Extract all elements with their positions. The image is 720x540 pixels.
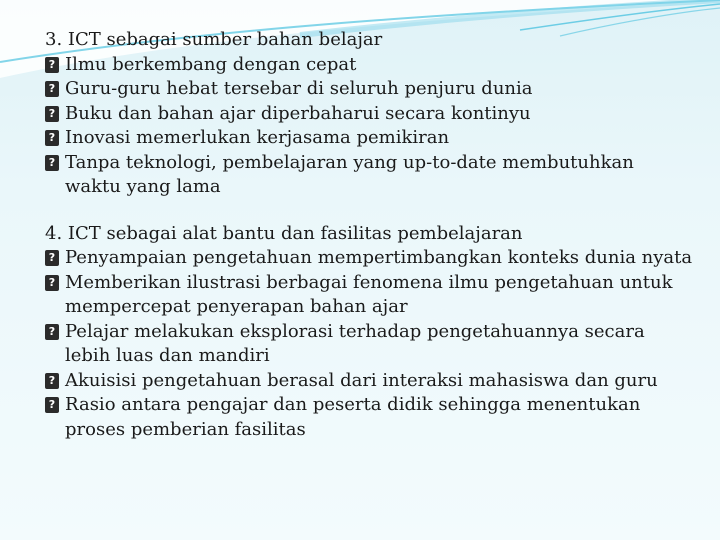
replacement-glyph-icon: ? [45, 373, 59, 389]
list-item-text: Inovasi memerlukan kerjasama pemikiran [65, 127, 450, 148]
replacement-glyph-icon: ? [45, 155, 59, 171]
list-item [45, 102, 695, 127]
list-item-text: Penyampaian pengetahuan mempertimbangkan konteks dunia nyata [65, 247, 693, 268]
replacement-glyph-icon: ? [45, 275, 59, 291]
section-ict-source [45, 28, 695, 200]
list-item [45, 151, 695, 200]
list-item [45, 320, 695, 369]
section-heading: 3. ICT sebagai sumber bahan belajar [45, 29, 383, 50]
list-item [45, 271, 695, 320]
replacement-glyph-icon: ? [45, 106, 59, 122]
list-item [45, 77, 695, 102]
list-item-text: Akuisisi pengetahuan berasal dari interaksi mahasiswa dan guru [65, 369, 658, 391]
replacement-glyph-icon: ? [45, 130, 59, 146]
slide-content [45, 28, 695, 464]
list-item-text: Guru-guru hebat tersebar di seluruh penjuru dunia [65, 78, 533, 99]
list-item [45, 53, 695, 78]
list-item [45, 246, 695, 271]
list-item-text: Tanpa teknologi, pembelajaran yang up-to-date membutuhkan waktu yang lama [65, 151, 634, 197]
replacement-glyph-icon: ? [45, 324, 59, 340]
list-item [45, 126, 695, 151]
section-ict-tool [45, 222, 695, 443]
list-item-text: Pelajar melakukan eksplorasi terhadap pengetahuannya secara lebih luas dan mandiri [65, 320, 645, 366]
replacement-glyph-icon: ? [45, 81, 59, 97]
list-item [45, 369, 695, 394]
list-item-text: Ilmu berkembang dengan cepat [65, 53, 357, 75]
list-item-text: Buku dan bahan ajar diperbaharui secara kontinyu [65, 102, 531, 124]
replacement-glyph-icon: ? [45, 250, 59, 266]
section-heading: 4. ICT sebagai alat bantu dan fasilitas pembelajaran [45, 222, 523, 244]
list-item-text: Memberikan ilustrasi berbagai fenomena ilmu pengetahuan untuk mempercepat penyerapan bahan ajar [65, 271, 673, 317]
list-item-text: Rasio antara pengajar dan peserta didik sehingga menentukan proses pemberian fasilitas [65, 394, 641, 440]
list-item [45, 393, 695, 442]
replacement-glyph-icon: ? [45, 57, 59, 73]
replacement-glyph-icon: ? [45, 397, 59, 413]
